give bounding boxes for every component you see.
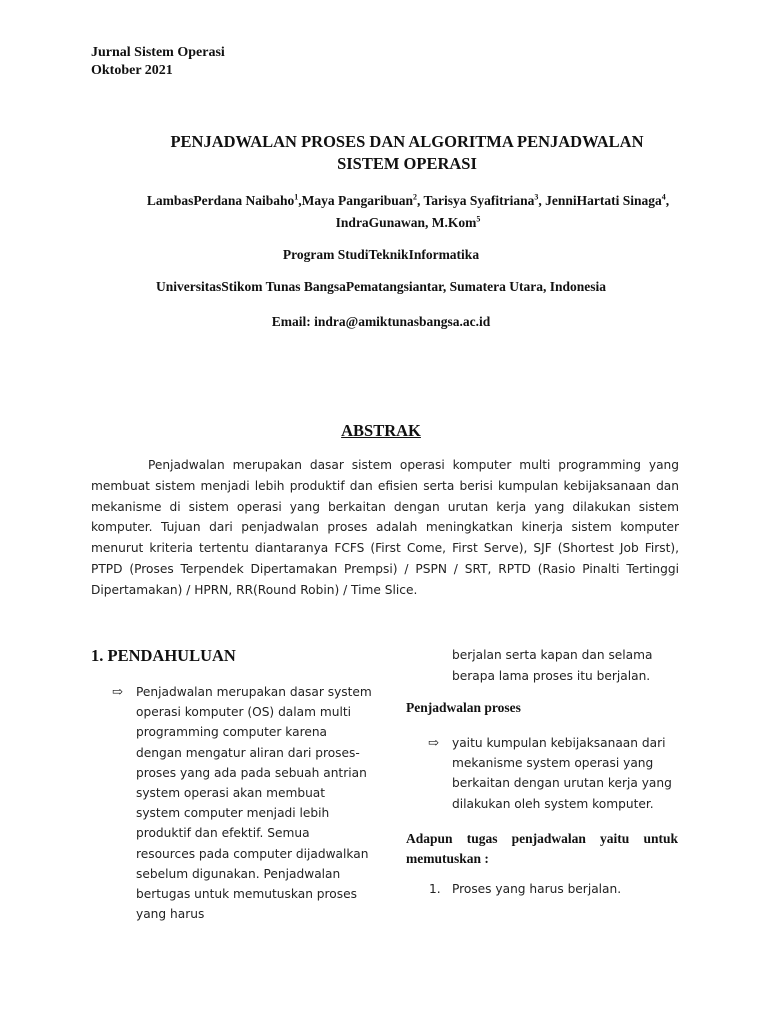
section-heading: 1. PENDAHULUAN <box>91 646 236 665</box>
author-affiliation-number: 4 <box>661 192 666 202</box>
numbered-list-item <box>429 882 621 896</box>
list-item-text: Proses yang harus berjalan. <box>452 882 622 896</box>
program-name: Program StudiTeknikInformatika <box>282 247 480 262</box>
abstract-heading: ABSTRAK <box>341 421 421 440</box>
author-affiliation-number: 2 <box>413 192 417 202</box>
journal-name: Jurnal Sistem Operasi <box>91 45 225 60</box>
author-affiliation-number: 1 <box>294 192 299 202</box>
author-affiliation-number: 3 <box>534 192 539 202</box>
author-name: Tarisya Syafitriana <box>423 193 535 208</box>
list-number: 1. <box>429 882 441 896</box>
left-column <box>112 682 372 924</box>
author-list <box>110 190 706 234</box>
author-name: IndraGunawan, M.Kom <box>335 215 477 230</box>
abstract-text: Penjadwalan merupakan dasar sistem operasi komputer multi programming yang membuat sistem menjadi lebih produktif dan efisien serta berisi kumpulan kebijaksanaan dan mekanisme di sistem operasi yang berkaitan dengan urutan kerja yang dilakukan sistem komputer. Tujuan dari penjadwalan proses adalah meningkatkan kinerja sistem komputer menurut kriteria tertentu diantaranya FCFS (First Come, First Serve), SJF (Shortest Job First), PTPD (Proses Terpendek Dipertamakan Prempsi) / PSPN / SRT, RPTD (Rasio Pinalti Tertinggi Dipertamakan) / HPRN, RR(Round Robin) / Time Slice. <box>91 458 679 597</box>
continued-paragraph: berjalan serta kapan dan selama berapa lama proses itu berjalan. <box>452 648 653 683</box>
contact-email: Email: indra@amiktunasbangsa.ac.id <box>271 314 491 329</box>
bullet-item <box>112 682 372 924</box>
journal-header <box>91 44 225 80</box>
journal-date: Oktober 2021 <box>91 63 173 78</box>
author-name: LambasPerdana Naibaho <box>146 193 295 208</box>
author-separator: , <box>538 193 546 208</box>
right-bullet <box>428 733 678 814</box>
author-separator: , <box>298 193 302 208</box>
author-separator: , <box>665 193 670 208</box>
university-name: UniversitasStikom Tunas BangsaPematangsiantar, Sumatera Utara, Indonesia <box>156 279 606 294</box>
subsection-heading: Penjadwalan proses <box>406 700 521 715</box>
bullet-text: yaitu kumpulan kebijaksanaan dari mekanisme system operasi yang berkaitan dengan urutan kerja yang dilakukan oleh system komputer. <box>452 736 672 811</box>
bullet-text: Penjadwalan merupakan dasar system operasi komputer (OS) dalam multi programming computer karena dengan mengatur aliran dari proses-proses yang ada pada sebuah antrian system operasi akan membuat system computer menjadi lebih produktif dan efektif. Semua resources pada computer dijadwalkan sebelum digunakan. Penjadwalan bertugas untuk memutuskan proses yang harus <box>136 685 372 922</box>
hollow-arrow-bullet-icon: ⇨ <box>112 684 123 699</box>
author-name: Maya Pangaribuan <box>301 193 413 208</box>
tasks-heading: Adapun tugas penjadwalan yaitu untuk memutuskan : <box>406 831 678 866</box>
author-name: JenniHartati Sinaga <box>545 193 662 208</box>
author-separator: , <box>417 193 424 208</box>
paper-title <box>91 131 723 175</box>
paper-title-line-2: SISTEM OPERASI <box>337 154 477 173</box>
bullet-item <box>428 733 678 814</box>
author-affiliation-number: 5 <box>476 214 481 224</box>
hollow-arrow-bullet-icon: ⇨ <box>428 735 439 750</box>
paper-title-line-1: PENJADWALAN PROSES DAN ALGORITMA PENJADWALAN <box>170 132 644 151</box>
